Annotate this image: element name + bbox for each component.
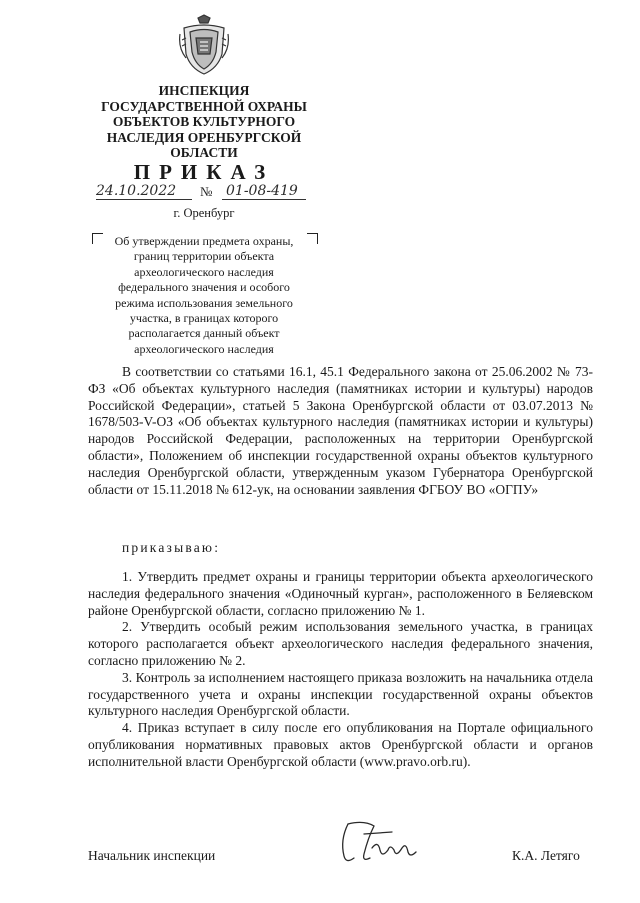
subject-line: федерального значения и особого — [118, 280, 290, 295]
org-line: ОБЛАСТИ — [170, 145, 238, 160]
subject-line: археологического наследия — [134, 341, 274, 356]
coat-of-arms-icon — [178, 14, 230, 78]
signatory-position: Начальник инспекции — [88, 848, 216, 863]
org-line: ОБЪЕКТОВ КУЛЬТУРНОГО — [112, 114, 296, 129]
subject-line: режима использования земельного — [115, 295, 293, 310]
order-item: 2. Утвердить особый режим использования земельного участка, в границах которого располагается объект археологического наследия федерального значения, согласно приложению № 2. — [88, 619, 593, 668]
city: г. Оренбург — [173, 206, 235, 220]
order-number: 01-08-419 — [222, 183, 306, 200]
organization-name — [84, 83, 324, 161]
subject-line: археологического наследия — [134, 264, 274, 279]
org-line: ИНСПЕКЦИЯ — [158, 83, 250, 98]
handwritten-signature — [334, 818, 426, 868]
decree-word: приказываю: — [122, 540, 221, 555]
order-date: 24.10.2022 — [96, 183, 192, 200]
order-item: 1. Утвердить предмет охраны и границы территории объекта археологического наследия федерального значения «Одиночный курган», расположенного в Беляевском районе Оренбургской области, согласно приложению № 1. — [88, 569, 593, 618]
org-line: НАСЛЕДИЯ ОРЕНБУРГСКОЙ — [106, 129, 302, 145]
org-line: ГОСУДАРСТВЕННОЙ ОХРАНЫ — [101, 98, 307, 114]
subject-bracket-right — [307, 233, 318, 244]
subject-bracket-left — [92, 233, 103, 244]
preamble-paragraph: В соответствии со статьями 16.1, 45.1 Федерального закона от 25.06.2002 № 73-ФЗ «Об объектах культурного наследия (памятниках истории и культуры) народов Российской Федерации», статьей 5 Закона Оренбургской области от 03.07.2013 № 1678/503-V-ОЗ «Об объектах культурного наследия (памятниках истории и культуры) народов Российской Федерации, расположенных на территории Оренбургской области», Положением об инспекции государственной охраны объектов культурного наследия Оренбургской области, утвержденным указом Губернатора Оренбургской области от 15.11.2018 № 612-ук, на основании заявления ФГБОУ ВО «ОГПУ» — [88, 364, 593, 497]
subject-line: участка, в границах которого — [129, 311, 279, 326]
order-item: 3. Контроль за исполнением настоящего приказа возложить на начальника отдела государственного учета и охраны инспекции государственной охраны объектов культурного наследия Оренбургской области. — [88, 669, 593, 719]
subject-line: Об утверждении предмета охраны, — [114, 234, 294, 248]
order-number-label: № — [200, 184, 213, 199]
document-type: ПРИКАЗ — [133, 160, 275, 184]
order-item: 4. Приказ вступает в силу после его опубликования на Портале официального опубликования нормативных правовых актов Оренбургской области и органов исполнительной власти Оренбургской области (www.pravo.orb.ru). — [88, 720, 593, 769]
signatory-name: К.А. Летяго — [512, 848, 580, 863]
order-items — [88, 569, 593, 771]
subject-line: границ территории объекта — [133, 249, 275, 264]
document-subject — [104, 234, 304, 357]
subject-line: располагается данный объект — [128, 326, 280, 341]
order-details — [96, 183, 336, 205]
